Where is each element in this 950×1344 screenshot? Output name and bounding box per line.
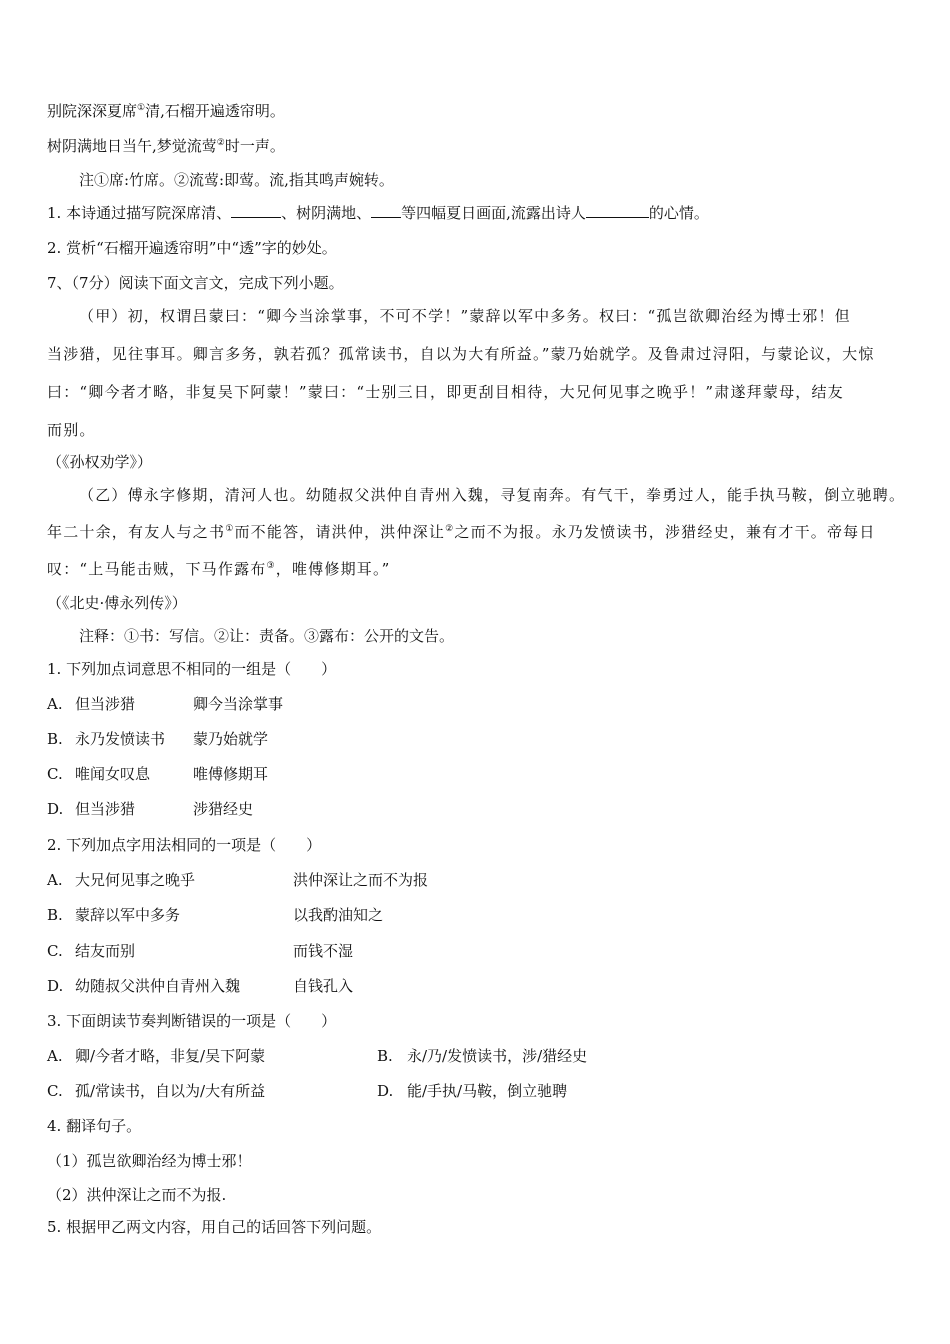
question-2-option-a[interactable] — [47, 870, 429, 890]
passage-yi-source: （《北史·傅永列传》） — [47, 594, 187, 612]
question-text: 1. 本诗通过描写院深席清、 — [47, 204, 232, 222]
footnote-marker: ① — [137, 103, 146, 113]
footnote-marker: ① — [225, 524, 235, 534]
option-label: A. — [47, 1047, 63, 1065]
option-label: D. — [47, 800, 64, 818]
option-right: 唯傅修期耳 — [193, 765, 269, 783]
question-2-option-d[interactable] — [47, 976, 354, 996]
option-left: 永乃发愤读书 — [75, 730, 166, 748]
passage-jia-source: （《孙权劝学》） — [47, 453, 153, 471]
question-1-option-b[interactable] — [47, 729, 269, 749]
option-right: 涉猎经史 — [193, 800, 254, 818]
option-label: B. — [377, 1047, 393, 1065]
poem-text: 树阴满地日当午,梦觉流莺 — [47, 137, 217, 155]
poem-text: 清,石榴开遍透帘明。 — [145, 102, 285, 120]
option-right: 以我酌油知之 — [293, 906, 384, 924]
question-4-stem: 4. 翻译句子。 — [47, 1117, 142, 1135]
question-3-option-b[interactable] — [377, 1046, 588, 1066]
option-left: 但当涉猎 — [75, 695, 136, 713]
option-left: 结友而别 — [75, 942, 136, 960]
passage-yi-line: （乙）傅永字修期，清河人也。幼随叔父洪仲自青州入魏，寻复南奔。有气干，拳勇过人，能手执马鞍，倒立驰聘。 — [79, 486, 906, 504]
question-3-option-d[interactable] — [377, 1081, 568, 1101]
question-1-stem: 1. 下列加点词意思不相同的一组是（ ） — [47, 660, 337, 678]
question-4-sentence-2: （2）洪仲深让之而不为报. — [47, 1186, 227, 1204]
question-3-stem: 3. 下面朗读节奏判断错误的一项是（ ） — [47, 1012, 337, 1030]
poem-question-1 — [47, 203, 709, 223]
option-left: 唯闻女叹息 — [75, 765, 151, 783]
option-label: C. — [47, 765, 63, 783]
option-left: 幼随叔父洪仲自青州入魏 — [75, 977, 241, 995]
option-text: 卿/今者才略，非复/吴下阿蒙 — [75, 1047, 266, 1065]
option-left: 大兄何见事之晚乎 — [75, 871, 196, 889]
poem-line-2 — [47, 136, 285, 156]
passage-text: 之而不为报。永乃发愤读书，涉猎经史，兼有才干。帝每日 — [454, 523, 876, 541]
footnote-marker: ③ — [266, 561, 276, 571]
question-4-sentence-1: （1）孤岂欲卿治经为博士邪！ — [47, 1152, 252, 1170]
passage-jia-line: 当涉猎，见往事耳。卿言多务，孰若孤？孤常读书，自以为大有所益。”蒙乃始就学。及鲁肃过浔阳，与蒙论议，大惊 — [47, 345, 875, 363]
option-right: 卿今当涂掌事 — [193, 695, 284, 713]
passage-notes: 注释：①书：写信。②让：责备。③露布：公开的文告。 — [79, 627, 455, 645]
question-5-stem: 5. 根据甲乙两文内容，用自己的话回答下列问题。 — [47, 1218, 382, 1236]
poem-note: 注①席:竹席。②流莺:即莺。流,指其鸣声婉转。 — [79, 171, 394, 189]
poem-text: 时一声。 — [224, 137, 285, 155]
poem-line-1 — [47, 101, 285, 121]
option-left: 蒙辞以军中多务 — [75, 906, 181, 924]
question-text: 、树阴满地、 — [281, 204, 372, 222]
footnote-marker: ② — [216, 138, 225, 148]
option-label: B. — [47, 730, 63, 748]
passage-text: 而不能答，请洪仲，洪仲深让 — [234, 523, 446, 541]
option-label: C. — [47, 942, 63, 960]
question-3-option-c[interactable] — [47, 1081, 266, 1101]
passage-jia-line: （甲）初，权谓吕蒙曰：“卿今当涂掌事，不可不学！”蒙辞以军中多务。权曰：“孤岂欲卿治经为博士邪！但 — [79, 307, 851, 325]
question-text: 等四幅夏日画面,流露出诗人 — [401, 204, 586, 222]
option-label: D. — [47, 977, 64, 995]
option-right: 而钱不湿 — [293, 942, 354, 960]
question-3-option-a[interactable] — [47, 1046, 266, 1066]
option-label: A. — [47, 695, 63, 713]
option-right: 自钱孔入 — [293, 977, 354, 995]
option-text: 能/手执/马鞍，倒立驰聘 — [407, 1082, 568, 1100]
passage-text: ，唯傅修期耳。” — [275, 560, 391, 578]
answer-blank[interactable] — [586, 203, 649, 218]
option-label: A. — [47, 871, 63, 889]
question-2-stem: 2. 下列加点字用法相同的一项是（ ） — [47, 836, 322, 854]
question-1-option-c[interactable] — [47, 764, 269, 784]
passage-text: 叹：“上马能击贼，下马作露布 — [47, 560, 267, 578]
poem-text: 别院深深夏席 — [47, 102, 138, 120]
passage-jia-line: 曰：“卿今者才略，非复吴下阿蒙！”蒙曰：“士别三日，即更刮目相待，大兄何见事之晚乎！”肃遂拜蒙母，结友 — [47, 383, 844, 401]
passage-yi-line — [47, 522, 876, 542]
question-2-option-b[interactable] — [47, 905, 384, 925]
question-1-option-d[interactable] — [47, 799, 254, 819]
option-left: 但当涉猎 — [75, 800, 136, 818]
option-text: 孤/常读书，自以为/大有所益 — [75, 1082, 266, 1100]
option-label: C. — [47, 1082, 63, 1100]
poem-question-2: 2. 赏析“石榴开遍透帘明”中“透”字的妙处。 — [47, 239, 337, 257]
question-2-option-c[interactable] — [47, 941, 354, 961]
option-right: 蒙乃始就学 — [193, 730, 269, 748]
section-heading: 7、（7分）阅读下面文言文，完成下列小题。 — [47, 274, 344, 292]
question-text: 的心情。 — [648, 204, 709, 222]
passage-jia-line: 而别。 — [47, 421, 96, 439]
option-label: D. — [377, 1082, 394, 1100]
answer-blank[interactable] — [371, 203, 401, 218]
footnote-marker: ② — [445, 524, 455, 534]
option-text: 永/乃/发愤读书，涉/猎经史 — [407, 1047, 588, 1065]
answer-blank[interactable] — [231, 203, 281, 218]
question-1-option-a[interactable] — [47, 694, 284, 714]
passage-text: 年二十余，有友人与之书 — [47, 523, 226, 541]
passage-yi-line — [47, 559, 391, 579]
option-label: B. — [47, 906, 63, 924]
option-right: 洪仲深让之而不为报 — [293, 871, 429, 889]
